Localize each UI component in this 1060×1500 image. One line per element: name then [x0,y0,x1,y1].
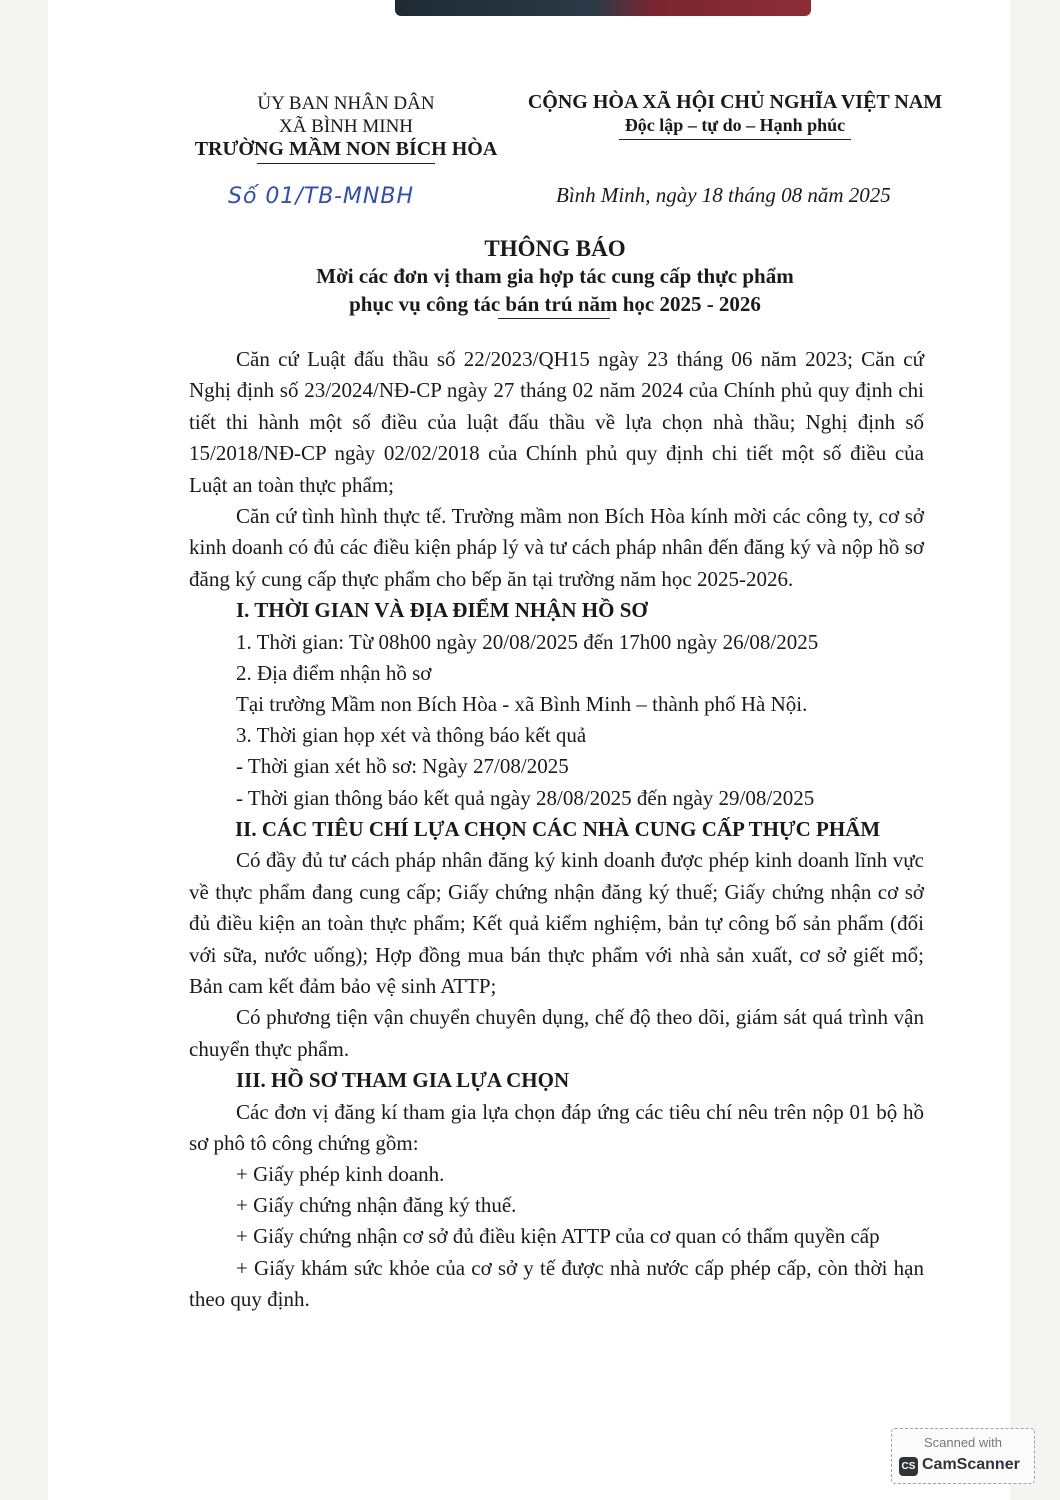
transport-paragraph: Có phương tiện vận chuyển chuyên dụng, chế độ theo dõi, giám sát quá trình vận chuyển thực phẩm. [189,1005,924,1061]
dossier-item-health: + Giấy khám sức khỏe của cơ sở y tế được nhà nước cấp phép cấp, còn thời hạn theo quy định. [189,1255,924,1311]
nation-title: CỘNG HÒA XÃ HỘI CHỦ NGHĨA VIỆT NAM [527,91,943,113]
dossier-paragraph: Các đơn vị đăng kí tham gia lựa chọn đáp ứng các tiêu chí nêu trên nộp 01 bộ hồ sơ phô tô công chứng gồm: [189,1099,924,1155]
document-subtitle-line-1: Mời các đơn vị tham gia hợp tác cung cấp thực phẩm [316,264,794,288]
document-subtitle-line-2: phục vụ công tác bán trú năm học 2025 - 2026 [349,292,761,316]
section-1-line: 2. Địa điểm nhận hồ sơ [236,660,432,685]
school-underline [257,163,435,164]
section-2-heading: II. CÁC TIÊU CHÍ LỰA CHỌN CÁC NHÀ CUNG CẤP THỰC PHẨM [235,816,881,841]
national-header [520,90,950,140]
legal-basis-paragraph: Căn cứ Luật đấu thầu số 22/2023/QH15 ngày 23 tháng 06 năm 2023; Căn cứ Nghị định số 23/2024/NĐ-CP ngày 27 tháng 02 năm 2024 của Chính phủ quy định chi tiết thi hành một số điều của luật đấu thầu về lựa chọn nhà thầu; Nghị định số 15/2018/NĐ-CP ngày 02/02/2018 của Chính phủ quy định chi tiết một số điều của Luật an toàn thực phẩm; [189,347,924,497]
scanned-with-label: Scanned with [923,1435,1003,1450]
camscanner-watermark [891,1428,1035,1484]
motto-underline [619,139,851,140]
camscanner-logo-icon: CS [899,1457,918,1476]
authority-line-2: XÃ BÌNH MINH [278,116,414,137]
camscanner-brand: CamScanner [922,1456,1020,1473]
section-3-heading: III. HỒ SƠ THAM GIA LỰA CHỌN [236,1068,570,1093]
section-1-heading: I. THỜI GIAN VÀ ĐỊA ĐIỂM NHẬN HỒ SƠ [236,598,648,623]
dossier-item: + Giấy chứng nhận cơ sở đủ điều kiện ATTP của cơ quan có thẩm quyền cấp [236,1224,880,1249]
school-name: TRƯỜNG MẦM NON BÍCH HÒA [194,138,498,160]
section-1-line: 1. Thời gian: Từ 08h00 ngày 20/08/2025 đến 17h00 ngày 26/08/2025 [236,629,819,654]
document-title: THÔNG BÁO [484,236,626,261]
authority-line-1: ỦY BAN NHÂN DÂN [257,93,435,114]
section-1-line: 3. Thời gian họp xét và thông báo kết quả [236,723,587,748]
section-1-line: - Thời gian thông báo kết quả ngày 28/08/2025 đến ngày 29/08/2025 [236,785,815,810]
issuing-authority [186,92,506,164]
national-motto: Độc lập – tự do – Hạnh phúc [624,115,846,135]
section-1-line: Tại trường Mầm non Bích Hòa - xã Bình Minh – thành phố Hà Nội. [236,692,808,717]
place-date-line: Bình Minh, ngày 18 tháng 08 năm 2025 [556,183,891,207]
document-number-handwritten: Số 01/TB-MNBH [228,184,414,209]
section-1-line: - Thời gian xét hồ sơ: Ngày 27/08/2025 [236,754,569,779]
subtitle-underline [498,318,610,319]
dossier-item: + Giấy phép kinh doanh. [236,1161,445,1186]
dossier-item: + Giấy chứng nhận đăng ký thuế. [236,1193,517,1218]
criteria-paragraph: Có đầy đủ tư cách pháp nhân đăng ký kinh doanh được phép kinh doanh lĩnh vực về thực phẩm đang cung cấp; Giấy chứng nhận đăng ký thuế; Giấy chứng nhận cơ sở đủ điều kiện an toàn thực phẩm; Kết quả kiểm nghiệm, bản tự công bố sản phẩm (đối với sữa, nước uống); Hợp đồng mua bán thực phẩm với nhà sản xuất, cơ sở giết mổ; Bản cam kết đảm bảo vệ sinh ATTP; [189,848,924,998]
invitation-paragraph: Căn cứ tình hình thực tế. Trường mầm non Bích Hòa kính mời các công ty, cơ sở kinh doanh có đủ các điều kiện pháp lý và tư cách pháp nhân đến đăng ký và nộp hồ sơ đăng ký cung cấp thực phẩm cho bếp ăn tại trường năm học 2025-2026. [189,504,924,591]
scanner-edge-object [395,0,811,16]
document-body [189,344,924,1315]
